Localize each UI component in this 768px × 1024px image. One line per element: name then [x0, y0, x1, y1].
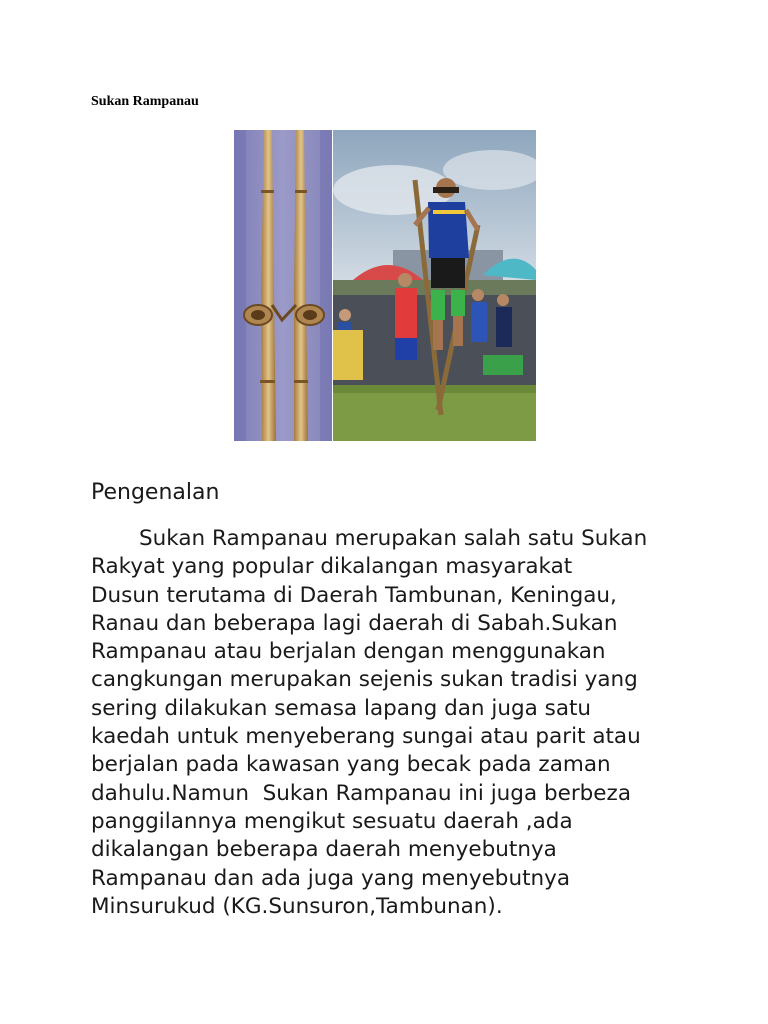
paragraph-line-2: Rakyat yang popular dikalangan masyarakat — [91, 554, 573, 580]
paragraph-line-8: kaedah untuk menyeberang sungai atau parit atau — [91, 724, 641, 750]
paragraph-line-5: Rampanau atau berjalan dengan menggunakan — [91, 639, 606, 665]
paragraph-line-1: Sukan Rampanau merupakan salah satu Sukan — [139, 526, 648, 551]
paragraph-line-9: berjalan pada kawasan yang becak pada zaman — [91, 752, 611, 778]
paragraph-line-11: panggilannya mengikut sesuatu daerah ,ada — [91, 808, 573, 834]
paragraph-line-4: Ranau dan beberapa lagi daerah di Sabah.Sukan — [91, 610, 618, 636]
document-title: Sukan Rampanau — [91, 94, 199, 109]
paragraph-line-6: cangkungan merupakan sejenis sukan tradisi yang — [91, 667, 638, 693]
paragraph-line-10: dahulu.Namun Sukan Rampanau ini juga berbeza — [91, 780, 631, 806]
stilt-walking-event-photo — [333, 130, 536, 441]
paragraph-line-3: Dusun terutama di Daerah Tambunan, Keningau, — [91, 582, 617, 608]
paragraph-line-14: Minsurukud (KG.Sunsuron,Tambunan). — [91, 893, 503, 919]
paragraph-line-13: Rampanau dan ada juga yang menyebutnya — [91, 865, 571, 891]
bamboo-stilts-photo — [234, 130, 332, 441]
paragraph-line-12: dikalangan beberapa daerah menyebutnya — [91, 837, 557, 863]
section-heading: Pengenalan — [91, 480, 220, 505]
body-paragraph — [91, 525, 711, 921]
paragraph-line-7: sering dilakukan semasa lapang dan juga satu — [91, 695, 592, 721]
